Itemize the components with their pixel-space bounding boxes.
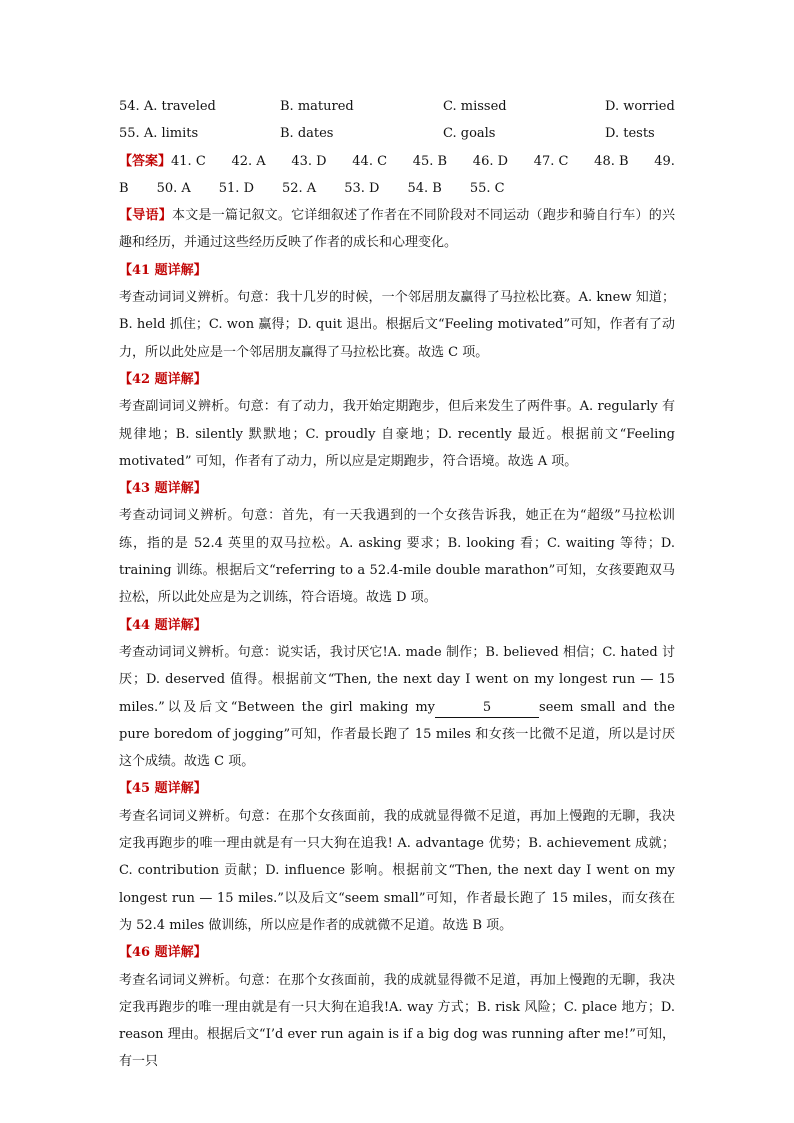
intro-label: 【导语】 [119, 208, 172, 224]
q55-option-a: 55. A. limits [119, 126, 199, 142]
answer-item: 55. C [469, 180, 505, 196]
intro-paragraph [119, 202, 675, 257]
q55-option-b: B. dates [280, 126, 334, 142]
section-heading-46: 【46 题详解】 [119, 945, 207, 961]
q54-option-c: C. missed [443, 99, 507, 114]
answer-item: 50. A [156, 180, 191, 196]
answer-item: 54. B [407, 180, 442, 196]
section-text-43: 考查动词词义辨析。句意：首先，有一天我遇到的一个女孩告诉我，她正在为“超级”马拉松训练，指的是 52.4 英里的双马拉松。A. asking 要求；B. looking 看；C. waiting 等待；D. training 训练。根据后文“referring to a 52.4-mile double marathon”可知，女孩要跑双马拉松，所以此处应是为之训练，符合语境。故选 D 项。 [119, 508, 675, 606]
q55-option-c: C. goals [443, 126, 496, 142]
q54-option-b: B. matured [280, 99, 354, 114]
question-55-options [119, 120, 675, 147]
answer-item: 49. [654, 153, 675, 169]
section-heading-42: 【42 题详解】 [119, 371, 207, 387]
answer-item: 45. B [412, 153, 448, 169]
answer-key-line-1 [119, 148, 675, 175]
q54-option-a: 54. A. traveled [119, 99, 216, 114]
section-text-45: 考查名词词义辨析。句意：在那个女孩面前，我的成就显得微不足道，再加上慢跑的无聊，我决定我再跑步的唯一理由就是有一只大狗在追我! A. advantage 优势；B. achievement 成就；C. contribution 贡献；D. influence 影响。根据前文“Then, the next day I went on my longest run — 15 miles.”以及后文“seem small”可知，作者最长跑了 15 miles，而女孩在为 52.4 miles 做训练，所以应是作者的成就微不足道。故选 B 项。 [119, 808, 675, 933]
answer-key-line-2 [119, 175, 675, 202]
section-heading-41: 【41 题详解】 [119, 262, 207, 278]
answer-item: B [119, 180, 129, 196]
answer-item: 46. D [472, 153, 509, 169]
answer-item: 52. A [282, 180, 317, 196]
question-54-options [119, 93, 675, 120]
answer-label: 【答案】 [119, 153, 172, 169]
section-text-41: 考查动词词义辨析。句意：我十几岁的时候，一个邻居朋友赢得了马拉松比赛。A. knew 知道；B. held 抓住；C. won 赢得；D. quit 退出。根据后文“Feeling motivated”可知，作者有了动力，所以此处应是一个邻居朋友赢得了马拉松比赛。故选 C 项。 [119, 290, 675, 360]
answer-item: 42. A [231, 153, 266, 169]
answer-item: 51. D [218, 180, 254, 196]
content [119, 93, 675, 1076]
q55-option-d: D. tests [605, 126, 655, 142]
fill-blank: 5 [435, 699, 539, 718]
q54-option-d: D. worried [605, 99, 675, 114]
answer-item: 48. B [594, 153, 629, 169]
section-heading-43: 【43 题详解】 [119, 481, 207, 497]
answer-item: 41. C [171, 153, 206, 169]
answer-item: 43. D [291, 153, 327, 169]
answer-item: 47. C [533, 153, 569, 169]
answer-item: 44. C [352, 153, 388, 169]
section-text-46: 考查名词词义辨析。句意：在那个女孩面前，我的成就显得微不足道，再加上慢跑的无聊，我决定我再跑步的唯一理由就是有一只大狗在追我!A. way 方式；B. risk 风险；C. place 地方；D. reason 理由。根据后文“I’d ever run again is if a big dog was running after me!”可知，有一只 [119, 972, 675, 1070]
answer-item: 53. D [344, 180, 380, 196]
section-heading-44: 【44 题详解】 [119, 617, 207, 633]
section-text-44: 考查动词词义辨析。句意：说实话，我讨厌它!A. made 制作；B. believed 相信；C. hated 讨厌；D. deserved 值得。根据前文“Then, the next day I went on my longest run — 15 miles.”以及后文“Between the girl making my 5 seem small and the pure boredom of jogging”可知，作者最长跑了 15 miles 和女孩一比微不足道，所以是讨厌这个成绩。故选 C 项。 [119, 644, 675, 770]
section-heading-45: 【45 题详解】 [119, 781, 207, 797]
section-text-42: 考查副词词义辨析。句意：有了动力，我开始定期跑步，但后来发生了两件事。A. regularly 有规律地；B. silently 默默地；C. proudly 自豪地；D. recently 最近。根据前文“Feeling motivated” 可知，作者有了动力，所以应是定期跑步，符合语境。故选 A 项。 [119, 399, 675, 469]
intro-text: 本文是一篇记叙文。它详细叙述了作者在不同阶段对不同运动（跑步和骑自行车）的兴趣和经历，并通过这些经历反映了作者的成长和心理变化。 [119, 208, 675, 251]
